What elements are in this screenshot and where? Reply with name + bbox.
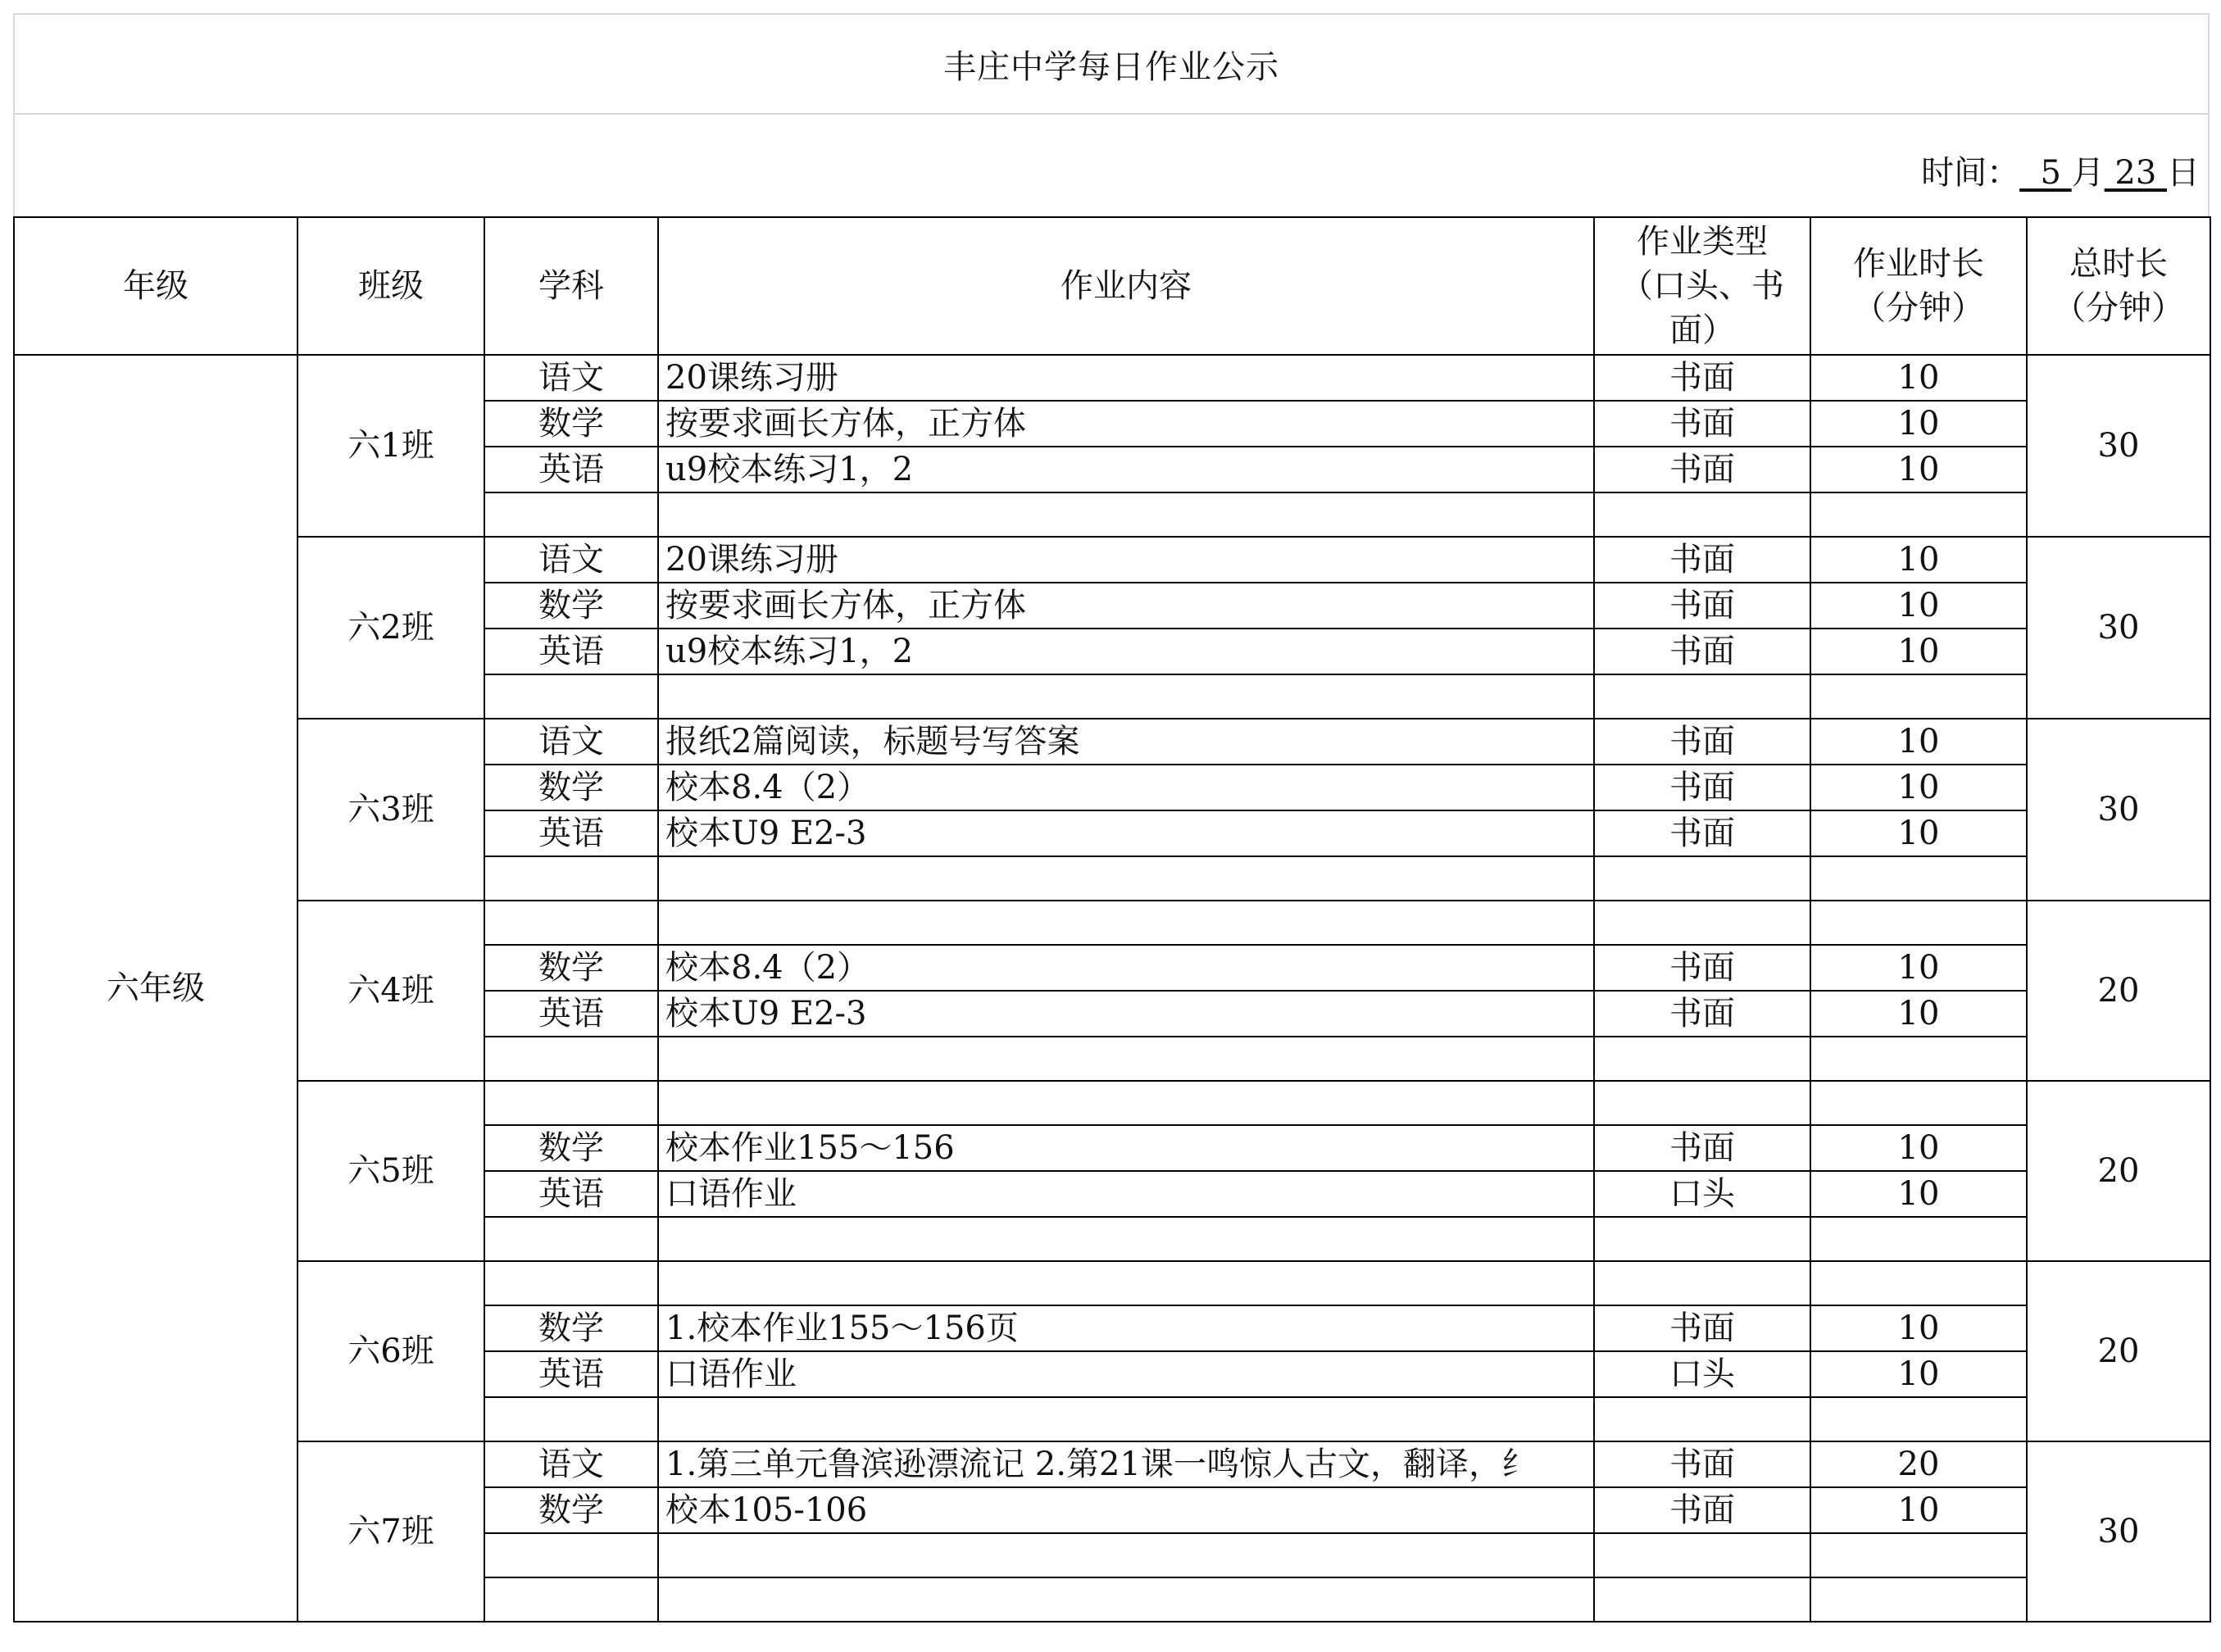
title-cell[interactable] bbox=[13, 13, 2210, 115]
date-line bbox=[1921, 147, 2200, 193]
minutes-cell[interactable] bbox=[1810, 901, 2027, 945]
minutes-cell[interactable]: 10 bbox=[1810, 1171, 2027, 1217]
table-row bbox=[14, 355, 2210, 401]
content-cell[interactable]: 口语作业 bbox=[658, 1171, 1594, 1217]
subject-cell[interactable]: 数学 bbox=[484, 401, 658, 447]
minutes-cell[interactable] bbox=[1810, 1081, 2027, 1125]
content-cell[interactable] bbox=[658, 492, 1594, 537]
homework-table bbox=[13, 216, 2211, 1622]
grade-cell[interactable]: 六年级 bbox=[14, 355, 297, 1622]
content-cell[interactable]: 1.第三单元鲁滨逊漂流记 2.第21课一鸣惊人古文，翻译，纟 bbox=[658, 1441, 1594, 1487]
minutes-cell[interactable]: 10 bbox=[1810, 765, 2027, 810]
header-grade[interactable]: 年级 bbox=[14, 217, 297, 355]
type-cell[interactable]: 书面 bbox=[1594, 810, 1810, 856]
minutes-cell[interactable] bbox=[1810, 856, 2027, 901]
content-cell[interactable]: u9校本练习1，2 bbox=[658, 447, 1594, 492]
date-day: 23 bbox=[2104, 154, 2167, 192]
type-cell[interactable]: 书面 bbox=[1594, 355, 1810, 401]
type-cell[interactable]: 书面 bbox=[1594, 1487, 1810, 1533]
subject-cell[interactable]: 数学 bbox=[484, 583, 658, 629]
subject-cell[interactable]: 数学 bbox=[484, 945, 658, 991]
minutes-cell[interactable]: 20 bbox=[1810, 1441, 2027, 1487]
type-cell[interactable] bbox=[1594, 1037, 1810, 1081]
type-cell[interactable] bbox=[1594, 1081, 1810, 1125]
type-cell[interactable]: 口头 bbox=[1594, 1351, 1810, 1397]
subject-cell[interactable] bbox=[484, 1081, 658, 1125]
subject-cell[interactable] bbox=[484, 1397, 658, 1441]
date-month: 5 bbox=[2019, 154, 2072, 192]
content-cell[interactable]: 报纸2篇阅读，标题号写答案 bbox=[658, 719, 1594, 765]
type-cell[interactable] bbox=[1594, 1261, 1810, 1305]
content-cell[interactable] bbox=[658, 1081, 1594, 1125]
minutes-cell[interactable] bbox=[1810, 492, 2027, 537]
content-cell[interactable]: 口语作业 bbox=[658, 1351, 1594, 1397]
subject-cell[interactable] bbox=[484, 674, 658, 719]
subject-cell[interactable] bbox=[484, 901, 658, 945]
subject-cell[interactable] bbox=[484, 1533, 658, 1577]
subject-cell[interactable] bbox=[484, 1217, 658, 1261]
content-cell[interactable] bbox=[658, 1397, 1594, 1441]
table-row bbox=[14, 1081, 2210, 1125]
type-cell[interactable]: 书面 bbox=[1594, 945, 1810, 991]
header-type[interactable]: 作业类型（口头、书面） bbox=[1594, 217, 1810, 355]
type-cell[interactable]: 书面 bbox=[1594, 719, 1810, 765]
subject-cell[interactable]: 英语 bbox=[484, 447, 658, 492]
header-total[interactable]: 总时长（分钟） bbox=[2027, 217, 2210, 355]
type-cell[interactable] bbox=[1594, 492, 1810, 537]
subject-cell[interactable]: 语文 bbox=[484, 537, 658, 583]
page-title: 丰庄中学每日作业公示 bbox=[943, 48, 1279, 86]
minutes-cell[interactable]: 10 bbox=[1810, 810, 2027, 856]
minutes-cell[interactable] bbox=[1810, 1037, 2027, 1081]
header-class[interactable]: 班级 bbox=[297, 217, 484, 355]
class-cell[interactable]: 六3班 bbox=[297, 719, 484, 901]
type-cell[interactable]: 书面 bbox=[1594, 1305, 1810, 1351]
type-cell[interactable]: 书面 bbox=[1594, 991, 1810, 1037]
type-cell[interactable]: 书面 bbox=[1594, 401, 1810, 447]
date-day-unit: 日 bbox=[2167, 154, 2200, 192]
date-month-unit: 月 bbox=[2071, 154, 2105, 192]
date-cell[interactable] bbox=[13, 115, 2210, 216]
type-cell[interactable]: 书面 bbox=[1594, 765, 1810, 810]
type-cell[interactable]: 书面 bbox=[1594, 1441, 1810, 1487]
type-cell[interactable] bbox=[1594, 1397, 1810, 1441]
minutes-cell[interactable]: 10 bbox=[1810, 355, 2027, 401]
class-cell[interactable]: 六5班 bbox=[297, 1081, 484, 1261]
content-cell[interactable] bbox=[658, 1577, 1594, 1622]
subject-cell[interactable]: 英语 bbox=[484, 810, 658, 856]
content-cell[interactable]: 校本105-106 bbox=[658, 1487, 1594, 1533]
content-cell[interactable]: 20课练习册 bbox=[658, 355, 1594, 401]
subject-cell[interactable]: 英语 bbox=[484, 991, 658, 1037]
type-cell[interactable] bbox=[1594, 1533, 1810, 1577]
type-cell[interactable] bbox=[1594, 674, 1810, 719]
subject-cell[interactable]: 语文 bbox=[484, 719, 658, 765]
class-cell[interactable]: 六7班 bbox=[297, 1441, 484, 1622]
minutes-cell[interactable]: 10 bbox=[1810, 1351, 2027, 1397]
content-cell[interactable] bbox=[658, 1261, 1594, 1305]
type-cell[interactable] bbox=[1594, 1577, 1810, 1622]
minutes-cell[interactable]: 10 bbox=[1810, 1125, 2027, 1171]
total-cell[interactable]: 30 bbox=[2027, 1441, 2210, 1622]
class-cell[interactable]: 六4班 bbox=[297, 901, 484, 1081]
total-cell[interactable]: 30 bbox=[2027, 537, 2210, 719]
type-cell[interactable]: 书面 bbox=[1594, 447, 1810, 492]
content-cell[interactable]: 校本8.4（2） bbox=[658, 945, 1594, 991]
content-cell[interactable]: 校本作业155～156 bbox=[658, 1125, 1594, 1171]
type-cell[interactable] bbox=[1594, 1217, 1810, 1261]
content-cell[interactable]: 校本8.4（2） bbox=[658, 765, 1594, 810]
header-duration[interactable]: 作业时长（分钟） bbox=[1810, 217, 2027, 355]
total-cell[interactable]: 20 bbox=[2027, 901, 2210, 1081]
minutes-cell[interactable]: 10 bbox=[1810, 537, 2027, 583]
header-content[interactable]: 作业内容 bbox=[658, 217, 1594, 355]
minutes-cell[interactable]: 10 bbox=[1810, 719, 2027, 765]
minutes-cell[interactable] bbox=[1810, 1577, 2027, 1622]
minutes-cell[interactable] bbox=[1810, 1261, 2027, 1305]
class-cell[interactable]: 六6班 bbox=[297, 1261, 484, 1441]
minutes-cell[interactable]: 10 bbox=[1810, 1305, 2027, 1351]
minutes-cell[interactable]: 10 bbox=[1810, 629, 2027, 674]
subject-cell[interactable] bbox=[484, 856, 658, 901]
subject-cell[interactable]: 数学 bbox=[484, 1125, 658, 1171]
content-cell[interactable]: 校本U9 E2-3 bbox=[658, 991, 1594, 1037]
subject-cell[interactable] bbox=[484, 1261, 658, 1305]
content-cell[interactable] bbox=[658, 901, 1594, 945]
type-cell[interactable]: 书面 bbox=[1594, 583, 1810, 629]
minutes-cell[interactable] bbox=[1810, 1533, 2027, 1577]
minutes-cell[interactable]: 10 bbox=[1810, 945, 2027, 991]
subject-cell[interactable]: 语文 bbox=[484, 355, 658, 401]
table-row bbox=[14, 537, 2210, 583]
content-cell[interactable] bbox=[658, 1037, 1594, 1081]
subject-cell[interactable] bbox=[484, 492, 658, 537]
total-cell[interactable]: 30 bbox=[2027, 355, 2210, 537]
class-cell[interactable]: 六2班 bbox=[297, 537, 484, 719]
header-row bbox=[14, 217, 2210, 355]
minutes-cell[interactable]: 10 bbox=[1810, 447, 2027, 492]
table-row bbox=[14, 901, 2210, 945]
subject-cell[interactable]: 英语 bbox=[484, 1351, 658, 1397]
subject-cell[interactable]: 英语 bbox=[484, 1171, 658, 1217]
minutes-cell[interactable] bbox=[1810, 1397, 2027, 1441]
minutes-cell[interactable] bbox=[1810, 1217, 2027, 1261]
type-cell[interactable]: 书面 bbox=[1594, 629, 1810, 674]
minutes-cell[interactable]: 10 bbox=[1810, 583, 2027, 629]
subject-cell[interactable] bbox=[484, 1577, 658, 1622]
content-cell[interactable] bbox=[658, 856, 1594, 901]
minutes-cell[interactable]: 10 bbox=[1810, 1487, 2027, 1533]
content-cell[interactable] bbox=[658, 674, 1594, 719]
minutes-cell[interactable]: 10 bbox=[1810, 991, 2027, 1037]
subject-cell[interactable]: 语文 bbox=[484, 1441, 658, 1487]
subject-cell[interactable]: 数学 bbox=[484, 1305, 658, 1351]
content-cell[interactable]: 20课练习册 bbox=[658, 537, 1594, 583]
total-cell[interactable]: 30 bbox=[2027, 719, 2210, 901]
type-cell[interactable]: 口头 bbox=[1594, 1171, 1810, 1217]
class-cell[interactable]: 六1班 bbox=[297, 355, 484, 537]
header-subject[interactable]: 学科 bbox=[484, 217, 658, 355]
table-row bbox=[14, 719, 2210, 765]
content-cell[interactable]: u9校本练习1，2 bbox=[658, 629, 1594, 674]
type-cell[interactable]: 书面 bbox=[1594, 537, 1810, 583]
content-cell[interactable]: 1.校本作业155～156页 bbox=[658, 1305, 1594, 1351]
subject-cell[interactable]: 数学 bbox=[484, 765, 658, 810]
content-cell[interactable]: 按要求画长方体，正方体 bbox=[658, 583, 1594, 629]
type-cell[interactable]: 书面 bbox=[1594, 1125, 1810, 1171]
subject-cell[interactable]: 数学 bbox=[484, 1487, 658, 1533]
type-cell[interactable] bbox=[1594, 901, 1810, 945]
table-row bbox=[14, 1261, 2210, 1305]
date-label: 时间： bbox=[1921, 154, 2020, 192]
type-cell[interactable] bbox=[1594, 856, 1810, 901]
minutes-cell[interactable]: 10 bbox=[1810, 401, 2027, 447]
content-cell[interactable] bbox=[658, 1533, 1594, 1577]
content-cell[interactable] bbox=[658, 1217, 1594, 1261]
content-cell[interactable]: 校本U9 E2-3 bbox=[658, 810, 1594, 856]
table-row bbox=[14, 1441, 2210, 1487]
subject-cell[interactable] bbox=[484, 1037, 658, 1081]
subject-cell[interactable]: 英语 bbox=[484, 629, 658, 674]
content-cell[interactable]: 按要求画长方体，正方体 bbox=[658, 401, 1594, 447]
total-cell[interactable]: 20 bbox=[2027, 1081, 2210, 1261]
total-cell[interactable]: 20 bbox=[2027, 1261, 2210, 1441]
minutes-cell[interactable] bbox=[1810, 674, 2027, 719]
